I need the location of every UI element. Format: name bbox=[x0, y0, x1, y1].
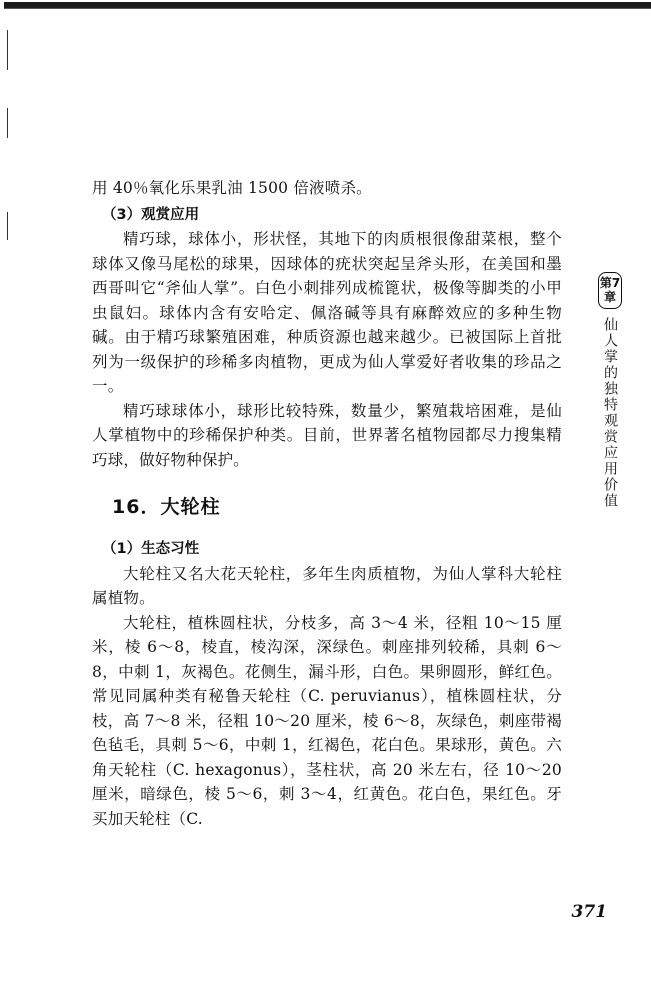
paragraph-ecology-1: 大轮柱又名大花天轮柱，多年生肉质植物，为仙人掌科大轮柱属植物。 bbox=[92, 564, 562, 607]
chapter-vertical-title: 仙人掌的独特观赏应用价值 bbox=[602, 317, 618, 509]
page-number: 371 bbox=[571, 902, 607, 922]
scan-mark-lower bbox=[7, 212, 8, 240]
subheading-ornamental-use: （3）观赏应用 bbox=[102, 206, 200, 223]
top-rule bbox=[4, 2, 651, 9]
paragraph-ecology-2: 大轮柱，植株圆柱状，分枝多，高 3～4 米，径粗 10～15 厘米，棱 6～8，棱直，棱沟深，深绿色。刺座排列较稀，具刺 6～8，中刺 1，灰褐色。花侧生，漏斗形，白色。果卵圆形，鲜红色。常见同属种类有秘鲁天轮柱（C. peruvianus），植株圆柱状，分枝，高 7～8 米，径粗 10～20 厘米，棱 6～8，灰绿色，刺座带褐色毡毛，具刺 5～6，中刺 1，红褐色，花白色。果球形，黄色。六角天轮柱（C. hexagonus），茎柱状，高 20 米左右，径 10～20 厘米，暗绿色，棱 5～6，刺 3～4，红黄色。花白色，果红色。牙买加天轮柱（C. bbox=[92, 613, 562, 828]
chapter-badge: 第7章 bbox=[598, 272, 622, 309]
page-body bbox=[92, 176, 562, 831]
paragraph-ornamental-1: 精巧球，球体小，形状怪，其地下的肉质根很像甜菜根，整个球体又像马尾松的球果，因球体的疣状突起呈斧头形，在美国和墨西哥叫它“斧仙人掌”。白色小刺排列成梳篦状，极像等脚类的小甲虫鼠妇。球体内含有安哈定、佩洛碱等具有麻醉效应的多种生物碱。由于精巧球繁殖困难，种质资源也越来越少。已被国际上首批列为一级保护的珍稀多肉植物，更成为仙人掌爱好者收集的珍品之一。 bbox=[92, 230, 562, 395]
chapter-side-tab bbox=[593, 272, 627, 509]
continuation-text: 用 40％氧化乐果乳油 1500 倍液喷杀。 bbox=[92, 179, 372, 197]
section-title: 16．大轮柱 bbox=[112, 496, 221, 518]
scan-mark-middle bbox=[7, 108, 8, 138]
paragraph-ornamental-2: 精巧球球体小，球形比较特殊，数量少，繁殖栽培困难，是仙人掌植物中的珍稀保护种类。目前，世界著名植物园都尽力搜集精巧球，做好物种保护。 bbox=[92, 401, 562, 469]
scan-mark-upper bbox=[7, 30, 8, 70]
subheading-ecology: （1）生态习性 bbox=[102, 541, 200, 557]
